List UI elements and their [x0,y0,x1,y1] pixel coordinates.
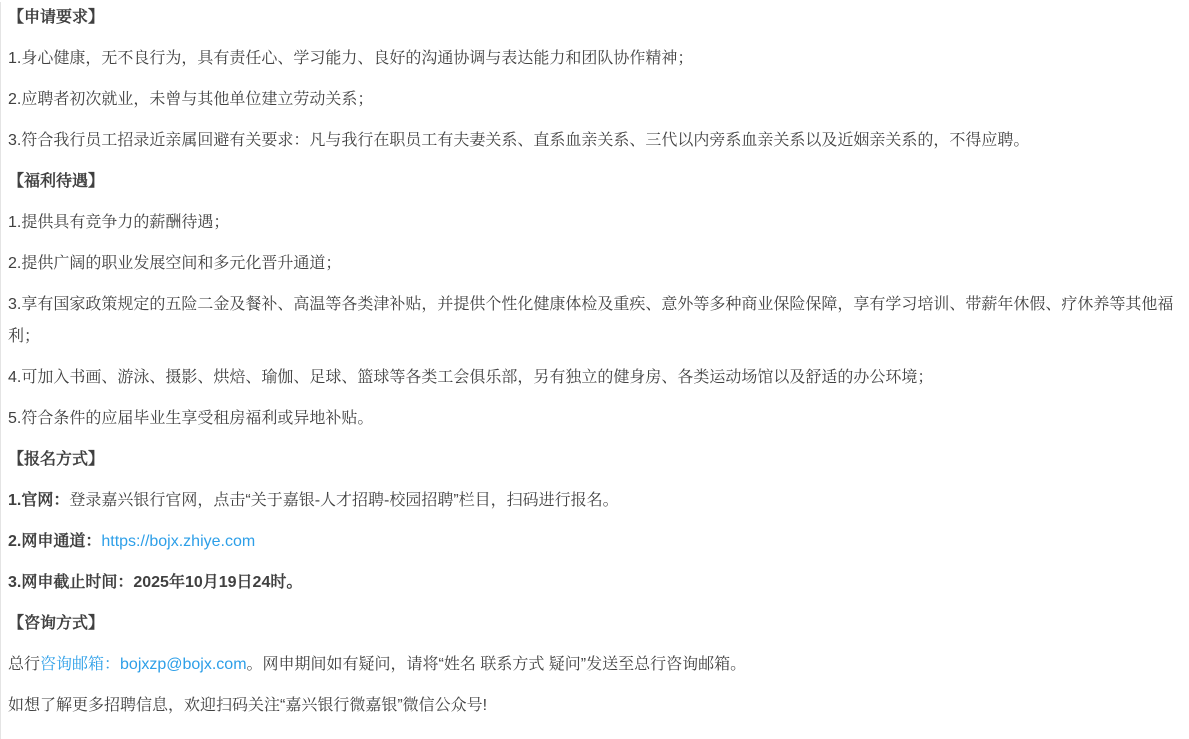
section-title-consultation: 【咨询方式】 [8,615,105,632]
recruitment-notice-document [0,2,1189,739]
portal-label: 2.网申通道： [8,533,102,550]
wechat-followup-line: 如想了解更多招聘信息，欢迎扫码关注“嘉兴银行微嘉银”微信公众号! [8,697,488,714]
consultation-email-line [8,649,1183,681]
email-line-suffix: 。网申期间如有疑问，请将“姓名 联系方式 疑问”发送至总行咨询邮箱。 [246,656,747,673]
section-title-requirements: 【申请要求】 [8,9,105,26]
section-title-registration: 【报名方式】 [8,451,105,468]
email-line-prefix: 总行 [8,656,41,673]
registration-official-site-line [8,485,1183,517]
benefit-item-5: 5.符合条件的应届毕业生享受租房福利或异地补贴。 [8,410,374,427]
official-site-text: 登录嘉兴银行官网，点击“关于嘉银-人才招聘-校园招聘”栏目，扫码进行报名。 [69,492,619,509]
requirement-item-1: 1.身心健康，无不良行为，具有责任心、学习能力、良好的沟通协调与表达能力和团队协作精神； [8,50,694,67]
benefit-item-2: 2.提供广阔的职业发展空间和多元化晋升通道； [8,255,342,272]
benefit-item-4: 4.可加入书画、游泳、摄影、烘焙、瑜伽、足球、篮球等各类工会俱乐部，另有独立的健身房、各类运动场馆以及舒适的办公环境； [8,369,934,386]
portal-url-link[interactable]: https://bojx.zhiye.com [101,533,256,550]
deadline-text: 2025年10月19日24时。 [133,574,303,591]
requirement-item-3: 3.符合我行员工招录近亲属回避有关要求：凡与我行在职员工有夫妻关系、直系血亲关系、三代以内旁系血亲关系以及近姻亲关系的，不得应聘。 [8,132,1030,149]
consultation-email-link[interactable]: 咨询邮箱：bojxzp@bojx.com [40,656,247,673]
deadline-label: 3.网申截止时间： [8,574,134,591]
registration-portal-line [8,526,1183,558]
official-site-label: 1.官网： [8,492,70,509]
section-title-benefits: 【福利待遇】 [8,173,105,190]
benefit-item-1: 1.提供具有竞争力的薪酬待遇； [8,214,230,231]
registration-deadline-line [8,567,1183,599]
requirement-item-2: 2.应聘者初次就业，未曾与其他单位建立劳动关系； [8,91,374,108]
benefit-item-3: 3.享有国家政策规定的五险二金及餐补、高温等各类津补贴，并提供个性化健康体检及重疾、意外等多种商业保险保障，享有学习培训、带薪年休假、疗休养等其他福利； [8,296,1174,345]
